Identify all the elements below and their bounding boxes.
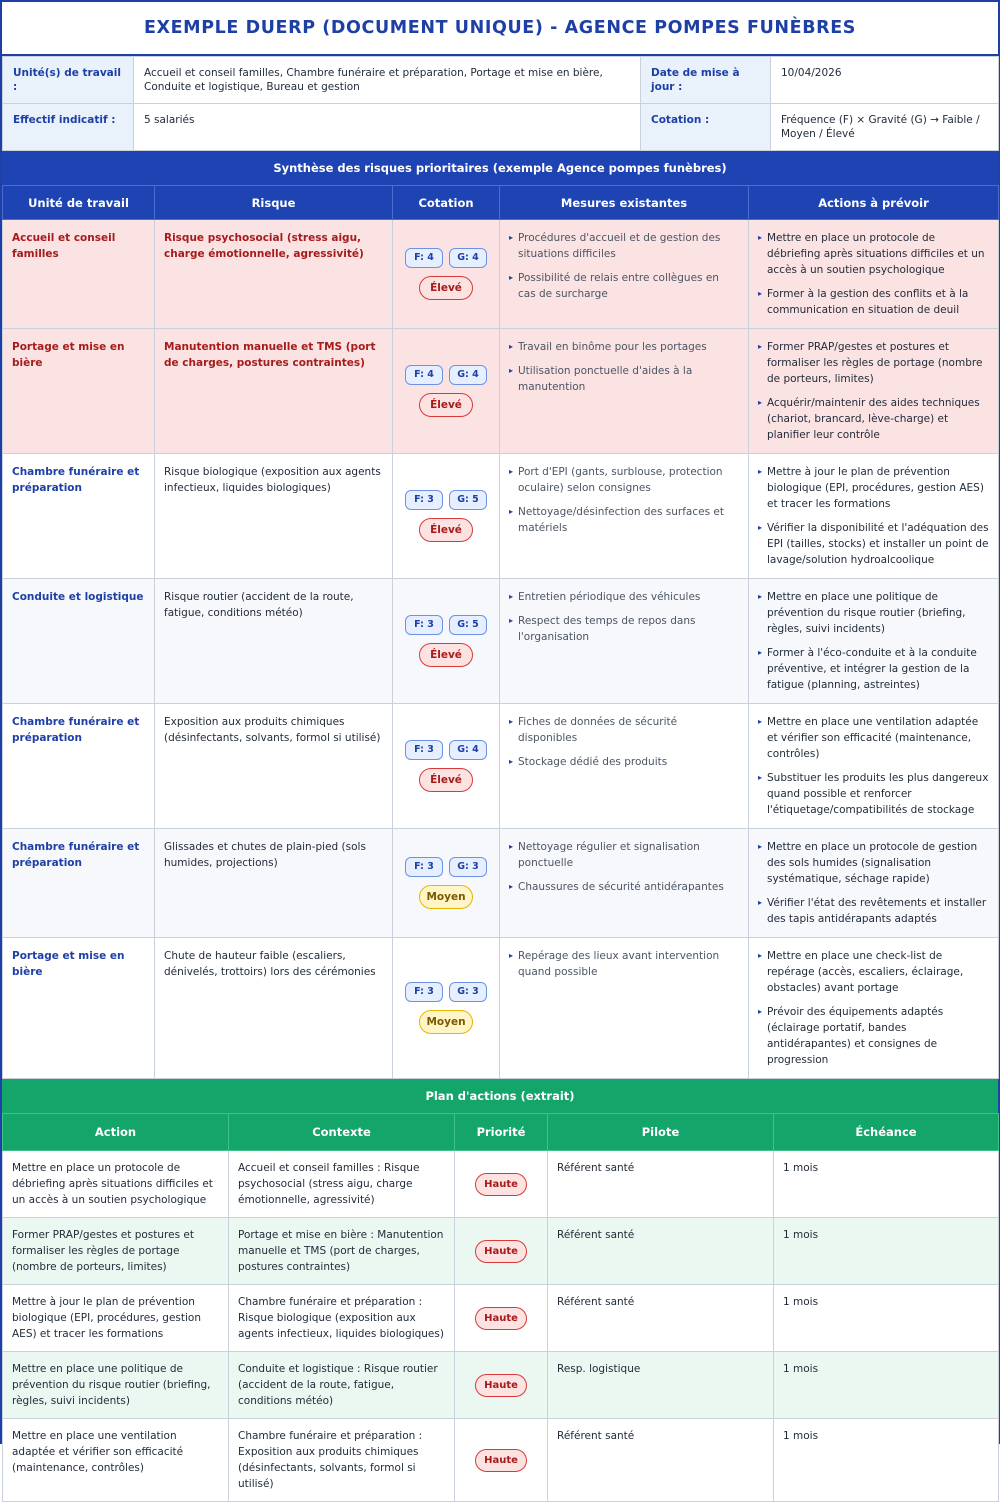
row-risk: Exposition aux produits chimiques (désinfectants, solvants, formol si utilisé) — [155, 704, 393, 829]
plan-pilot: Référent santé — [548, 1218, 774, 1285]
plan-priority-cell — [455, 1285, 548, 1352]
priority-badge: Haute — [475, 1240, 527, 1263]
row-unit: Chambre funéraire et préparation — [3, 454, 155, 579]
gravity-chip: G: 3 — [449, 857, 487, 877]
measure-item: ▸ Nettoyage régulier et signalisation ponctuelle — [509, 839, 739, 871]
info-table — [2, 56, 999, 151]
plan-deadline: 1 mois — [774, 1218, 999, 1285]
plan-row — [3, 1285, 999, 1352]
date-label: Date de mise à jour : — [641, 57, 771, 104]
plan-action: Mettre en place une ventilation adaptée et vérifier son efficacité (maintenance, contrôles) — [3, 1419, 229, 1502]
frequency-chip: F: 4 — [405, 365, 443, 385]
measure-item: ▸ Fiches de données de sécurité disponibles — [509, 714, 739, 746]
plan-row — [3, 1419, 999, 1502]
frequency-chip: F: 3 — [405, 490, 443, 510]
action-item: ▸ Mettre en place une politique de prévention du risque routier (briefing, règles, suivi incidents) — [758, 589, 989, 637]
plan-priority-cell — [455, 1419, 548, 1502]
gravity-chip: G: 4 — [449, 248, 487, 268]
action-item: ▸ Mettre en place une check-list de repérage (accès, escaliers, éclairage, obstacles) avant portage — [758, 948, 989, 996]
frequency-chip: F: 3 — [405, 740, 443, 760]
plan-deadline: 1 mois — [774, 1419, 999, 1502]
plan-row — [3, 1352, 999, 1419]
risk-synthesis-table — [2, 185, 999, 1079]
action-item: ▸ Prévoir des équipements adaptés (éclairage portatif, bandes antidérapantes) et consignes de progression — [758, 1004, 989, 1068]
measure-item: ▸ Port d'EPI (gants, surblouse, protection oculaire) selon consignes — [509, 464, 739, 496]
row-risk: Chute de hauteur faible (escaliers, dénivelés, trottoirs) lors des cérémonies — [155, 938, 393, 1079]
units-value: Accueil et conseil familles, Chambre funéraire et préparation, Portage et mise en bière, Conduite et logistique, Bureau et gestion — [134, 57, 641, 104]
header-deadline: Échéance — [774, 1114, 999, 1151]
measure-item: ▸ Respect des temps de repos dans l'organisation — [509, 613, 739, 645]
measure-item: ▸ Repérage des lieux avant intervention quand possible — [509, 948, 739, 980]
row-rating — [393, 704, 500, 829]
measure-item: ▸ Utilisation ponctuelle d'aides à la manutention — [509, 363, 739, 395]
plan-action: Mettre en place un protocole de débriefing après situations difficiles et un accès à un soutien psychologique — [3, 1151, 229, 1218]
units-label: Unité(s) de travail : — [3, 57, 134, 104]
row-rating — [393, 454, 500, 579]
row-risk: Risque biologique (exposition aux agents infectieux, liquides biologiques) — [155, 454, 393, 579]
row-measures — [500, 579, 749, 704]
risk-row — [3, 454, 999, 579]
header-context: Contexte — [229, 1114, 455, 1151]
plan-context: Chambre funéraire et préparation : Exposition aux produits chimiques (désinfectants, solvants, formol si utilisé) — [229, 1419, 455, 1502]
measure-item: ▸ Chaussures de sécurité antidérapantes — [509, 879, 739, 895]
plan-action: Mettre en place une politique de prévention du risque routier (briefing, règles, suivi incidents) — [3, 1352, 229, 1419]
gravity-chip: G: 4 — [449, 365, 487, 385]
frequency-chip: F: 3 — [405, 857, 443, 877]
action-plan-table — [2, 1113, 999, 1502]
row-risk: Manutention manuelle et TMS (port de charges, postures contraintes) — [155, 329, 393, 454]
row-actions — [749, 220, 999, 329]
row-risk: Risque psychosocial (stress aigu, charge émotionnelle, agressivité) — [155, 220, 393, 329]
row-measures — [500, 829, 749, 938]
measure-item: ▸ Procédures d'accueil et de gestion des situations difficiles — [509, 230, 739, 262]
row-actions — [749, 829, 999, 938]
level-badge: Élevé — [419, 276, 473, 300]
action-item: ▸ Mettre à jour le plan de prévention biologique (EPI, procédures, gestion AES) et tracer les formations — [758, 464, 989, 512]
row-rating — [393, 829, 500, 938]
title-bar — [2, 2, 998, 56]
action-item: ▸ Former à l'éco-conduite et à la conduite préventive, et intégrer la gestion de la fatigue (planning, astreintes) — [758, 645, 989, 693]
row-actions — [749, 938, 999, 1079]
date-value: 10/04/2026 — [771, 57, 999, 104]
action-item: ▸ Former à la gestion des conflits et à la communication en situation de deuil — [758, 286, 989, 318]
synthesis-title: Synthèse des risques prioritaires (exemple Agence pompes funèbres) — [2, 151, 998, 185]
measure-item: ▸ Entretien périodique des véhicules — [509, 589, 739, 605]
level-badge: Élevé — [419, 393, 473, 417]
row-unit: Accueil et conseil familles — [3, 220, 155, 329]
measure-item: ▸ Possibilité de relais entre collègues en cas de surcharge — [509, 270, 739, 302]
row-unit: Portage et mise en bière — [3, 329, 155, 454]
plan-header-row — [3, 1114, 999, 1151]
action-item: ▸ Mettre en place un protocole de gestion des sols humides (signalisation systématique, séchage rapide) — [758, 839, 989, 887]
row-actions — [749, 579, 999, 704]
document-title: EXEMPLE DUERP (DOCUMENT UNIQUE) - AGENCE POMPES FUNÈBRES — [143, 18, 856, 38]
gravity-chip: G: 4 — [449, 740, 487, 760]
row-measures — [500, 454, 749, 579]
row-risk: Risque routier (accident de la route, fatigue, conditions météo) — [155, 579, 393, 704]
measure-item: ▸ Nettoyage/désinfection des surfaces et matériels — [509, 504, 739, 536]
row-rating — [393, 329, 500, 454]
header-risk: Risque — [155, 186, 393, 220]
priority-badge: Haute — [475, 1374, 527, 1397]
action-item: ▸ Former PRAP/gestes et postures et formaliser les règles de portage (nombre de porteurs, limites) — [758, 339, 989, 387]
plan-row — [3, 1218, 999, 1285]
level-badge: Moyen — [419, 1010, 473, 1034]
plan-pilot: Référent santé — [548, 1151, 774, 1218]
plan-priority-cell — [455, 1352, 548, 1419]
row-rating — [393, 938, 500, 1079]
plan-title: Plan d'actions (extrait) — [2, 1079, 998, 1113]
row-unit: Chambre funéraire et préparation — [3, 829, 155, 938]
risk-row — [3, 579, 999, 704]
frequency-chip: F: 3 — [405, 982, 443, 1002]
action-item: ▸ Vérifier la disponibilité et l'adéquation des EPI (tailles, stocks) et installer un point de lavage/solution hydroalcoolique — [758, 520, 989, 568]
plan-deadline: 1 mois — [774, 1352, 999, 1419]
frequency-chip: F: 3 — [405, 615, 443, 635]
row-rating — [393, 579, 500, 704]
staff-label: Effectif indicatif : — [3, 104, 134, 151]
row-unit: Portage et mise en bière — [3, 938, 155, 1079]
priority-badge: Haute — [475, 1173, 527, 1196]
plan-action: Former PRAP/gestes et postures et formaliser les règles de portage (nombre de porteurs, limites) — [3, 1218, 229, 1285]
header-priority: Priorité — [455, 1114, 548, 1151]
risk-row — [3, 938, 999, 1079]
action-item: ▸ Mettre en place une ventilation adaptée et vérifier son efficacité (maintenance, contrôles) — [758, 714, 989, 762]
gravity-chip: G: 5 — [449, 490, 487, 510]
row-measures — [500, 938, 749, 1079]
row-measures — [500, 704, 749, 829]
rating-label: Cotation : — [641, 104, 771, 151]
plan-context: Accueil et conseil familles : Risque psychosocial (stress aigu, charge émotionnelle, agressivité) — [229, 1151, 455, 1218]
header-rating: Cotation — [393, 186, 500, 220]
row-actions — [749, 454, 999, 579]
plan-context: Portage et mise en bière : Manutention manuelle et TMS (port de charges, postures contraintes) — [229, 1218, 455, 1285]
action-item: ▸ Acquérir/maintenir des aides techniques (chariot, brancard, lève-charge) et planifier leur contrôle — [758, 395, 989, 443]
header-action: Action — [3, 1114, 229, 1151]
risk-row — [3, 704, 999, 829]
gravity-chip: G: 3 — [449, 982, 487, 1002]
risk-row — [3, 829, 999, 938]
rating-value: Fréquence (F) × Gravité (G) → Faible / Moyen / Élevé — [771, 104, 999, 151]
header-measures: Mesures existantes — [500, 186, 749, 220]
row-measures — [500, 329, 749, 454]
plan-deadline: 1 mois — [774, 1151, 999, 1218]
header-pilot: Pilote — [548, 1114, 774, 1151]
plan-context: Conduite et logistique : Risque routier (accident de la route, fatigue, conditions météo) — [229, 1352, 455, 1419]
row-risk: Glissades et chutes de plain-pied (sols humides, projections) — [155, 829, 393, 938]
row-actions — [749, 704, 999, 829]
action-item: ▸ Vérifier l'état des revêtements et installer des tapis antidérapants adaptés — [758, 895, 989, 927]
level-badge: Élevé — [419, 643, 473, 667]
row-measures — [500, 220, 749, 329]
row-unit: Chambre funéraire et préparation — [3, 704, 155, 829]
plan-deadline: 1 mois — [774, 1285, 999, 1352]
level-badge: Élevé — [419, 768, 473, 792]
plan-action: Mettre à jour le plan de prévention biologique (EPI, procédures, gestion AES) et tracer les formations — [3, 1285, 229, 1352]
measure-item: ▸ Stockage dédié des produits — [509, 754, 739, 770]
row-rating — [393, 220, 500, 329]
plan-pilot: Référent santé — [548, 1285, 774, 1352]
row-unit: Conduite et logistique — [3, 579, 155, 704]
plan-pilot: Resp. logistique — [548, 1352, 774, 1419]
header-actions: Actions à prévoir — [749, 186, 999, 220]
row-actions — [749, 329, 999, 454]
priority-badge: Haute — [475, 1449, 527, 1472]
plan-context: Chambre funéraire et préparation : Risque biologique (exposition aux agents infectieux, liquides biologiques) — [229, 1285, 455, 1352]
staff-value: 5 salariés — [134, 104, 641, 151]
plan-pilot: Référent santé — [548, 1419, 774, 1502]
risk-row — [3, 329, 999, 454]
level-badge: Moyen — [419, 885, 473, 909]
gravity-chip: G: 5 — [449, 615, 487, 635]
plan-row — [3, 1151, 999, 1218]
risk-header-row — [3, 186, 999, 220]
header-unit: Unité de travail — [3, 186, 155, 220]
action-item: ▸ Mettre en place un protocole de débriefing après situations difficiles et un accès à un soutien psychologique — [758, 230, 989, 278]
frequency-chip: F: 4 — [405, 248, 443, 268]
level-badge: Élevé — [419, 518, 473, 542]
risk-row — [3, 220, 999, 329]
measure-item: ▸ Travail en binôme pour les portages — [509, 339, 739, 355]
plan-priority-cell — [455, 1218, 548, 1285]
priority-badge: Haute — [475, 1307, 527, 1330]
plan-priority-cell — [455, 1151, 548, 1218]
action-item: ▸ Substituer les produits les plus dangereux quand possible et renforcer l'étiquetage/compatibilités de stockage — [758, 770, 989, 818]
